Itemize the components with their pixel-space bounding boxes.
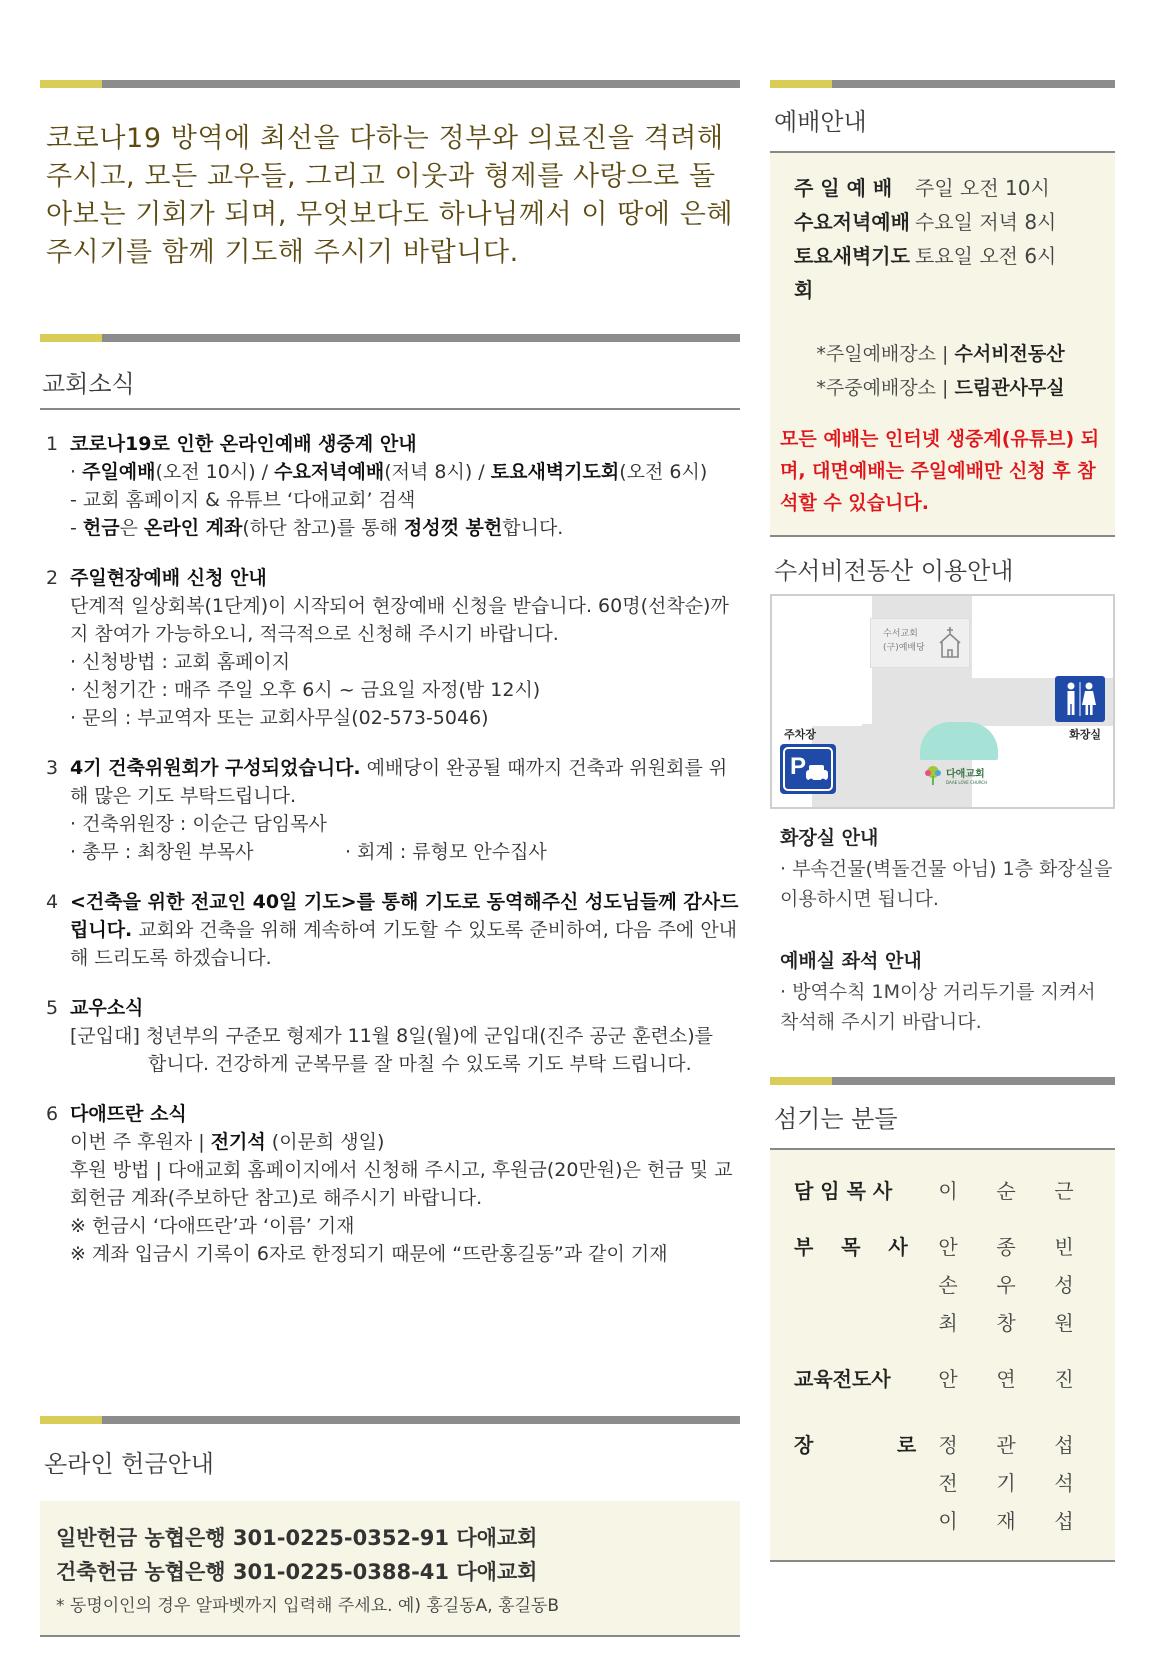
server-row: 담 임 목 사 이 순 근	[794, 1179, 1074, 1203]
news-item-title: 교우소식	[70, 997, 144, 1019]
restroom-label: 화장실	[1069, 728, 1101, 741]
parking-label: 주차장	[784, 728, 816, 741]
section-title-usage: 수서비전동산 이용안내	[774, 557, 1014, 585]
left-column	[40, 80, 740, 1290]
news-item-4: 4 <건축을 위한 전교인 40일 기도>를 통해 기도로 동역해주신 성도님들께 감사드립니다. 교회와 건축을 위해 계속하여 기도할 수 있도록 준비하여, 다음 주에 안내해 드리도록 하겠습니다.	[46, 891, 739, 969]
news-item-2: 2 주일현장예배 신청 안내 단계적 일상회복(1단계)이 시작되어 현장예배 신청을 받습니다. 60명(선착순)까지 참여가 가능하오니, 적극적으로 신청해 주시기 바랍니다. · 신청방법 : 교회 홈페이지 · 신청기간 : 매주 주일 오후 6시 ~ 금요일 자정(밤 12시) · 문의 : 부교역자 또는 교회사무실(02-573-5046)	[46, 564, 740, 732]
restroom-info-text: · 부속건물(벽돌건물 아님) 1층 화장실을 이용하시면 됩니다.	[780, 858, 1113, 910]
offering-account-building: 건축헌금 농협은행 301-0225-0388-41 다애교회	[56, 1560, 538, 1584]
seat-info-heading: 예배실 좌석 안내	[780, 950, 922, 972]
offering-section	[40, 1416, 740, 1637]
news-item-title: 4기 건축위원회가 구성되었습니다.	[70, 757, 361, 779]
restroom-icon	[1055, 676, 1105, 722]
offering-note: * 동명이인의 경우 알파벳까지 입력해 주세요. 예) 홍길동A, 홍길동B	[56, 1596, 560, 1616]
news-item-3: 3 4기 건축위원회가 구성되었습니다. 예배당이 완공될 때까지 건축과 위원회를 위해 많은 기도 부탁드립니다. · 건축위원장 : 이순근 담임목사 · 총무 : 최창원 부목사 · 회계 : 류형모 안수집사	[46, 757, 728, 863]
news-item-6: 6 다애뜨란 소식 이번 주 후원자 | 전기석 (이문희 생일) 후원 방법 | 다애교회 홈페이지에서 신청해 주시고, 후원금(20만원)은 헌금 및 교회헌금 계좌(주보하단 참고)로 해주시기 바랍니다. ※ 헌금시 ‘다애뜨란’과 ‘이름’ 기재 ※ 계좌 입금시 기록이 6자로 한정되기 때문에 “뜨란홍길동”과 같이 기재	[46, 1100, 740, 1268]
worship-notice: 모든 예배는 인터넷 생중계(유튜브) 되며, 대면예배는 주일예배만 신청 후 참석할 수 있습니다.	[780, 428, 1100, 514]
section-title-worship: 예배안내	[770, 88, 1115, 153]
restroom-info-heading: 화장실 안내	[780, 827, 879, 849]
intro-paragraph: 코로나19 방역에 최선을 다하는 정부와 의료진을 격려해 주시고, 모든 교우들, 그리고 이웃과 형제를 사랑으로 돌아보는 기회가 되며, 무엇보다도 하나님께서 이 땅에 은혜주시기를 함께 기도해 주시기 바랍니다.	[46, 123, 734, 268]
offering-account-general: 일반헌금 농협은행 301-0225-0352-91 다애교회	[56, 1526, 538, 1550]
svg-text:P: P	[790, 753, 807, 780]
worship-row: 주 일 예 배 주일 오전 10시	[794, 176, 1050, 200]
news-list	[40, 430, 740, 1268]
header-bar	[770, 80, 1115, 88]
news-item-title: 주일현장예배 신청 안내	[70, 567, 267, 589]
campus-map	[770, 594, 1115, 809]
worship-place: *주일예배장소 | 수서비전동산	[816, 343, 1065, 365]
old-church-building: 수서교회 (구)예배당	[870, 618, 970, 668]
servers-box	[770, 1150, 1115, 1562]
seat-info-text: · 방역수칙 1M이상 거리두기를 지켜서 착석해 주시기 바랍니다.	[780, 981, 1096, 1033]
tree-logo-icon	[922, 764, 944, 786]
daae-logo: 다애교회 DAAE LOVE CHURCH	[922, 764, 987, 786]
worship-box	[770, 153, 1115, 537]
header-bar	[40, 334, 740, 342]
offering-box	[40, 1501, 740, 1637]
parking-icon	[780, 744, 836, 794]
server-row: 장 로 정 관 섭 전 기 석 이 재 섭	[794, 1433, 1074, 1533]
section-title-news: 교회소식	[40, 342, 740, 410]
worship-row: 수요저녁예배 수요일 저녁 8시	[794, 210, 1057, 234]
header-bar	[770, 1077, 1115, 1085]
section-title-servers: 섬기는 분들	[770, 1085, 1115, 1150]
news-item-title: 다애뜨란 소식	[70, 1103, 187, 1125]
news-item-title: <건축을 위한 전교인 40일 기도>를 통해 기도로 동역해주신 성도님들께 감사드립니다.	[70, 891, 739, 941]
worship-row: 토요새벽기도회 토요일 오전 6시	[794, 244, 1057, 302]
worship-place: *주중예배장소 | 드림관사무실	[816, 377, 1065, 399]
server-row: 교육전도사 안 연 진	[794, 1367, 1074, 1391]
news-item-title: 코로나19로 인한 온라인예배 생중계 안내	[70, 433, 417, 455]
right-column	[770, 80, 1115, 1562]
news-item-1: 1 코로나19로 인한 온라인예배 생중계 안내 · 주일예배(오전 10시) / 수요저녁예배(저녁 8시) / 토요새벽기도회(오전 6시) - 교회 홈페이지 & 유튜브 ‘다애교회’ 검색 - 헌금은 온라인 계좌(하단 참고)를 통해 정성껏 봉헌합니다.	[46, 430, 740, 542]
section-title-offering: 온라인 헌금안내	[44, 1450, 214, 1478]
header-bar	[40, 1416, 740, 1424]
news-item-5: 5 교우소식 [군입대] 청년부의 구준모 형제가 11월 8일(월)에 군입대(진주 공군 훈련소)를 합니다. 건강하게 군복무를 잘 마칠 수 있도록 기도 부탁 드립니다.	[46, 994, 740, 1078]
server-row: 부 목 사 안 종 빈 손 우 성 최 창 원	[794, 1235, 1074, 1335]
greenhouse-building	[920, 722, 998, 760]
church-icon	[937, 625, 963, 659]
header-bar	[40, 80, 740, 88]
